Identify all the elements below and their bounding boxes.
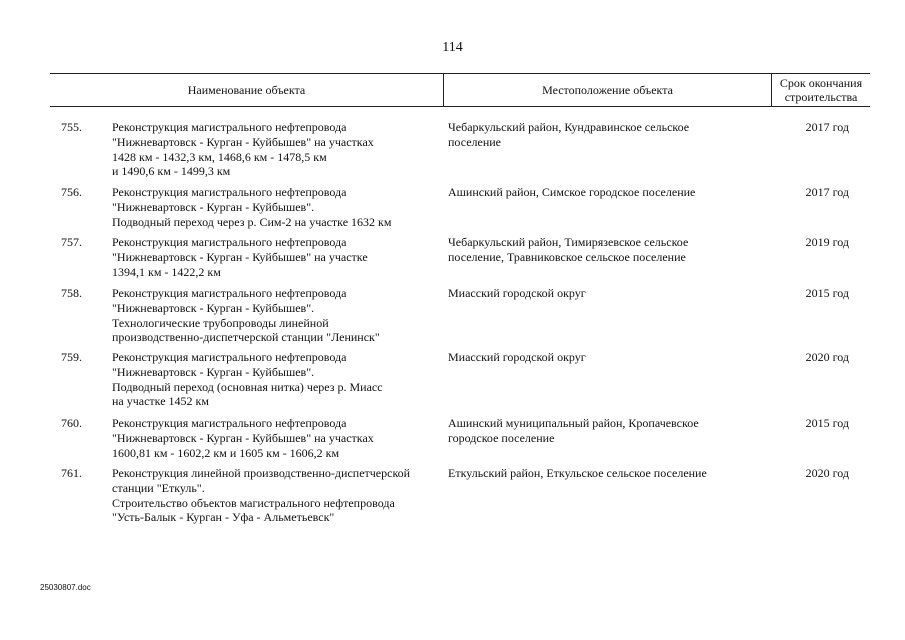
row-object-name: Реконструкция магистрального нефтепровода "Нижневартовск - Курган - Куйбышев". Подводный переход через р. Сим-2 на участке 1632 км [112,185,392,229]
table-row [50,350,870,416]
file-name-footer: 25030807.doc [40,583,91,592]
table-row [50,235,870,286]
header-term: Срок окончания строительства [771,74,870,106]
table-row [50,185,870,235]
table-row [50,120,870,185]
table-row [50,416,870,466]
row-object-name: Реконструкция магистрального нефтепровода "Нижневартовск - Курган - Куйбышев". Технологические трубопроводы линейной производственно-диспетчерской станции "Ленинск" [112,286,380,345]
row-location: Чебаркульский район, Кундравинское сельское поселение [448,120,690,149]
row-location: Еткульский район, Еткульское сельское поселение [448,466,707,480]
table-row [50,286,870,350]
row-object-name: Реконструкция магистрального нефтепровода "Нижневартовск - Курган - Куйбышев" на участке 1394,1 км - 1422,2 км [112,235,368,279]
row-location: Миасский городской округ [448,350,586,364]
row-term: 2019 год [805,235,849,249]
row-number: 759. [61,350,82,364]
row-term: 2015 год [805,286,849,300]
table-header [50,73,870,107]
row-number: 760. [61,416,82,430]
row-object-name: Реконструкция линейной производственно-диспетчерской станции "Еткуль". Строительство объектов магистрального нефтепровода "Усть-Балык - Курган - Уфа - Альметьевск" [112,466,411,525]
row-term: 2020 год [805,466,849,480]
header-location: Местоположение объекта [443,74,771,106]
row-location: Ашинский район, Симское городское поселение [448,185,696,199]
header-name: Наименование объекта [187,83,306,97]
table-body [50,120,870,530]
row-number: 757. [61,235,82,249]
row-term: 2020 год [805,350,849,364]
page-number: 114 [442,40,463,55]
table-row [50,466,870,530]
row-term: 2017 год [805,120,849,134]
row-object-name: Реконструкция магистрального нефтепровода "Нижневартовск - Курган - Куйбышев" на участках 1428 км - 1432,3 км, 1468,6 км - 1478,5 км и 1490,6 км - 1499,3 км [112,120,374,179]
row-location: Чебаркульский район, Тимирязевское сельское поселение, Травниковское сельское поселение [448,235,689,264]
row-number: 756. [61,185,82,199]
row-term: 2017 год [805,185,849,199]
row-object-name: Реконструкция магистрального нефтепровода "Нижневартовск - Курган - Куйбышев" на участках 1600,81 км - 1602,2 км и 1605 км - 1606,2 км [112,416,374,460]
row-number: 755. [61,120,82,134]
row-number: 761. [61,466,82,480]
row-object-name: Реконструкция магистрального нефтепровода "Нижневартовск - Курган - Куйбышев". Подводный переход (основная нитка) через р. Миасс на участке 1452 км [112,350,383,409]
row-location: Ашинский муниципальный район, Кропачевское городское поселение [448,416,699,445]
row-location: Миасский городской округ [448,286,586,300]
row-number: 758. [61,286,82,300]
objects-table [50,73,870,525]
row-term: 2015 год [805,416,849,430]
